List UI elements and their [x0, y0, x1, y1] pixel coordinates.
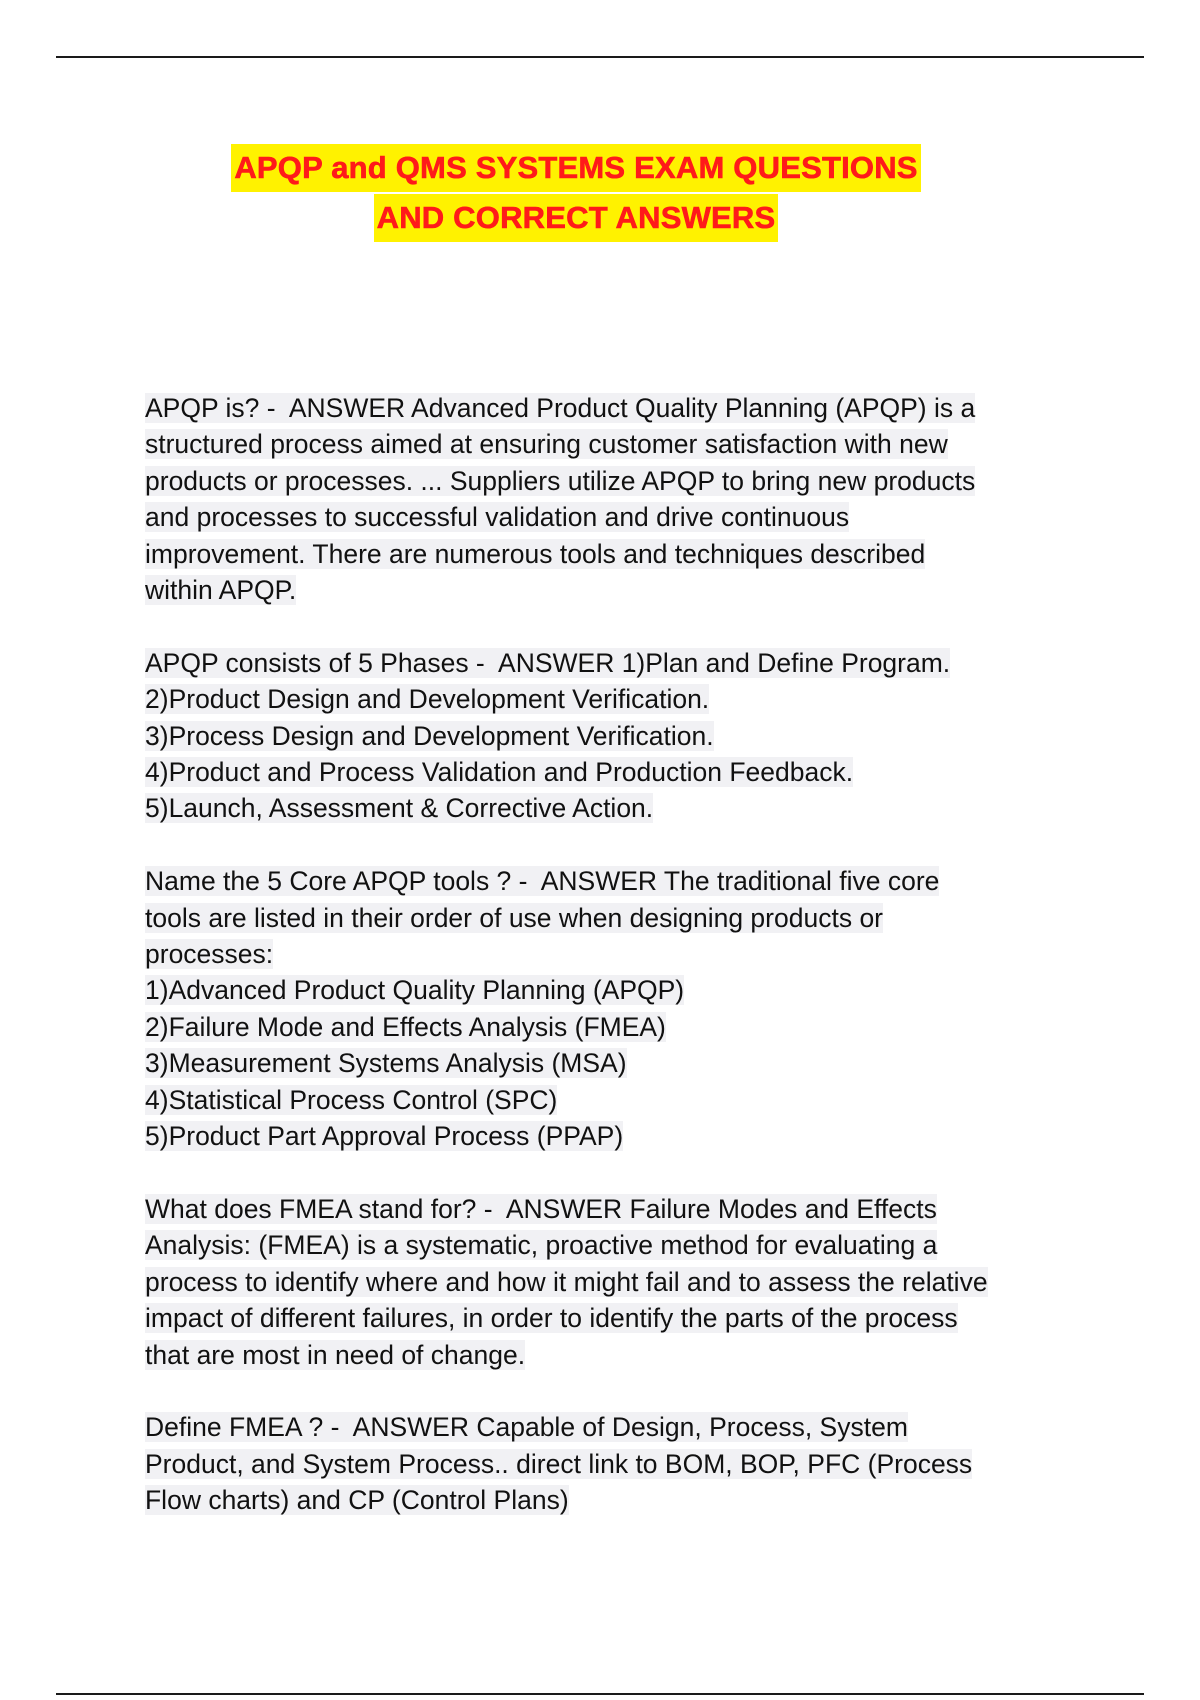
qa-item-1 — [145, 390, 1075, 608]
qa-text-line: Analysis: (FMEA) is a systematic, proactive method for evaluating a — [145, 1230, 938, 1261]
qa-text-line: Product, and System Process.. direct link to BOM, BOP, PFC (Process — [145, 1448, 973, 1479]
title-line-2: AND CORRECT ANSWERS — [374, 194, 779, 242]
title-line-1: APQP and QMS SYSTEMS EXAM QUESTIONS — [231, 144, 920, 192]
qa-text-line: process to identify where and how it might fail and to assess the relative — [145, 1266, 988, 1297]
qa-text-line: within APQP. — [145, 575, 297, 606]
qa-text-line: that are most in need of change. — [145, 1339, 526, 1370]
bottom-rule — [56, 1693, 1144, 1695]
qa-item-3 — [145, 863, 1075, 1154]
qa-text-line: improvement. There are numerous tools and techniques described — [145, 538, 926, 569]
qa-text-line: Define FMEA ? - ANSWER Capable of Design, Process, System — [145, 1412, 908, 1443]
qa-item-4 — [145, 1191, 1075, 1373]
qa-text-line: APQP is? - ANSWER Advanced Product Quality Planning (APQP) is a — [145, 393, 976, 423]
qa-text-line: 5)Product Part Approval Process (PPAP) — [145, 1121, 624, 1152]
qa-text-line: APQP consists of 5 Phases - ANSWER 1)Plan and Define Program. — [145, 647, 951, 678]
qa-item-5 — [145, 1409, 1075, 1518]
qa-text-line: 2)Product Design and Development Verification. — [145, 684, 710, 715]
document-title — [0, 144, 1152, 244]
document-body — [145, 390, 1075, 1555]
qa-text-line: 4)Statistical Process Control (SPC) — [145, 1084, 558, 1115]
qa-text-line: What does FMEA stand for? - ANSWER Failure Modes and Effects — [145, 1193, 937, 1224]
qa-text-line: and processes to successful validation and drive continuous — [145, 502, 850, 533]
qa-text-line: impact of different failures, in order to identify the parts of the process — [145, 1303, 958, 1334]
qa-text-line: 3)Measurement Systems Analysis (MSA) — [145, 1048, 627, 1079]
qa-text-line: Flow charts) and CP (Control Plans) — [145, 1485, 569, 1516]
qa-text-line: processes: — [145, 939, 274, 970]
qa-text-line: 5)Launch, Assessment & Corrective Action. — [145, 793, 654, 824]
qa-text-line: structured process aimed at ensuring customer satisfaction with new — [145, 429, 948, 460]
qa-text-line: products or processes. ... Suppliers utilize APQP to bring new products — [145, 465, 976, 496]
qa-text-line: tools are listed in their order of use when designing products or — [145, 902, 884, 933]
qa-text-line: 3)Process Design and Development Verification. — [145, 720, 714, 751]
qa-text-line: 4)Product and Process Validation and Production Feedback. — [145, 757, 854, 788]
top-rule — [56, 56, 1144, 58]
qa-text-line: 2)Failure Mode and Effects Analysis (FMEA) — [145, 1011, 666, 1042]
qa-text-line: Name the 5 Core APQP tools ? - ANSWER The traditional five core — [145, 866, 940, 897]
qa-item-2 — [145, 645, 1075, 827]
qa-text-line: 1)Advanced Product Quality Planning (APQP) — [145, 975, 685, 1006]
